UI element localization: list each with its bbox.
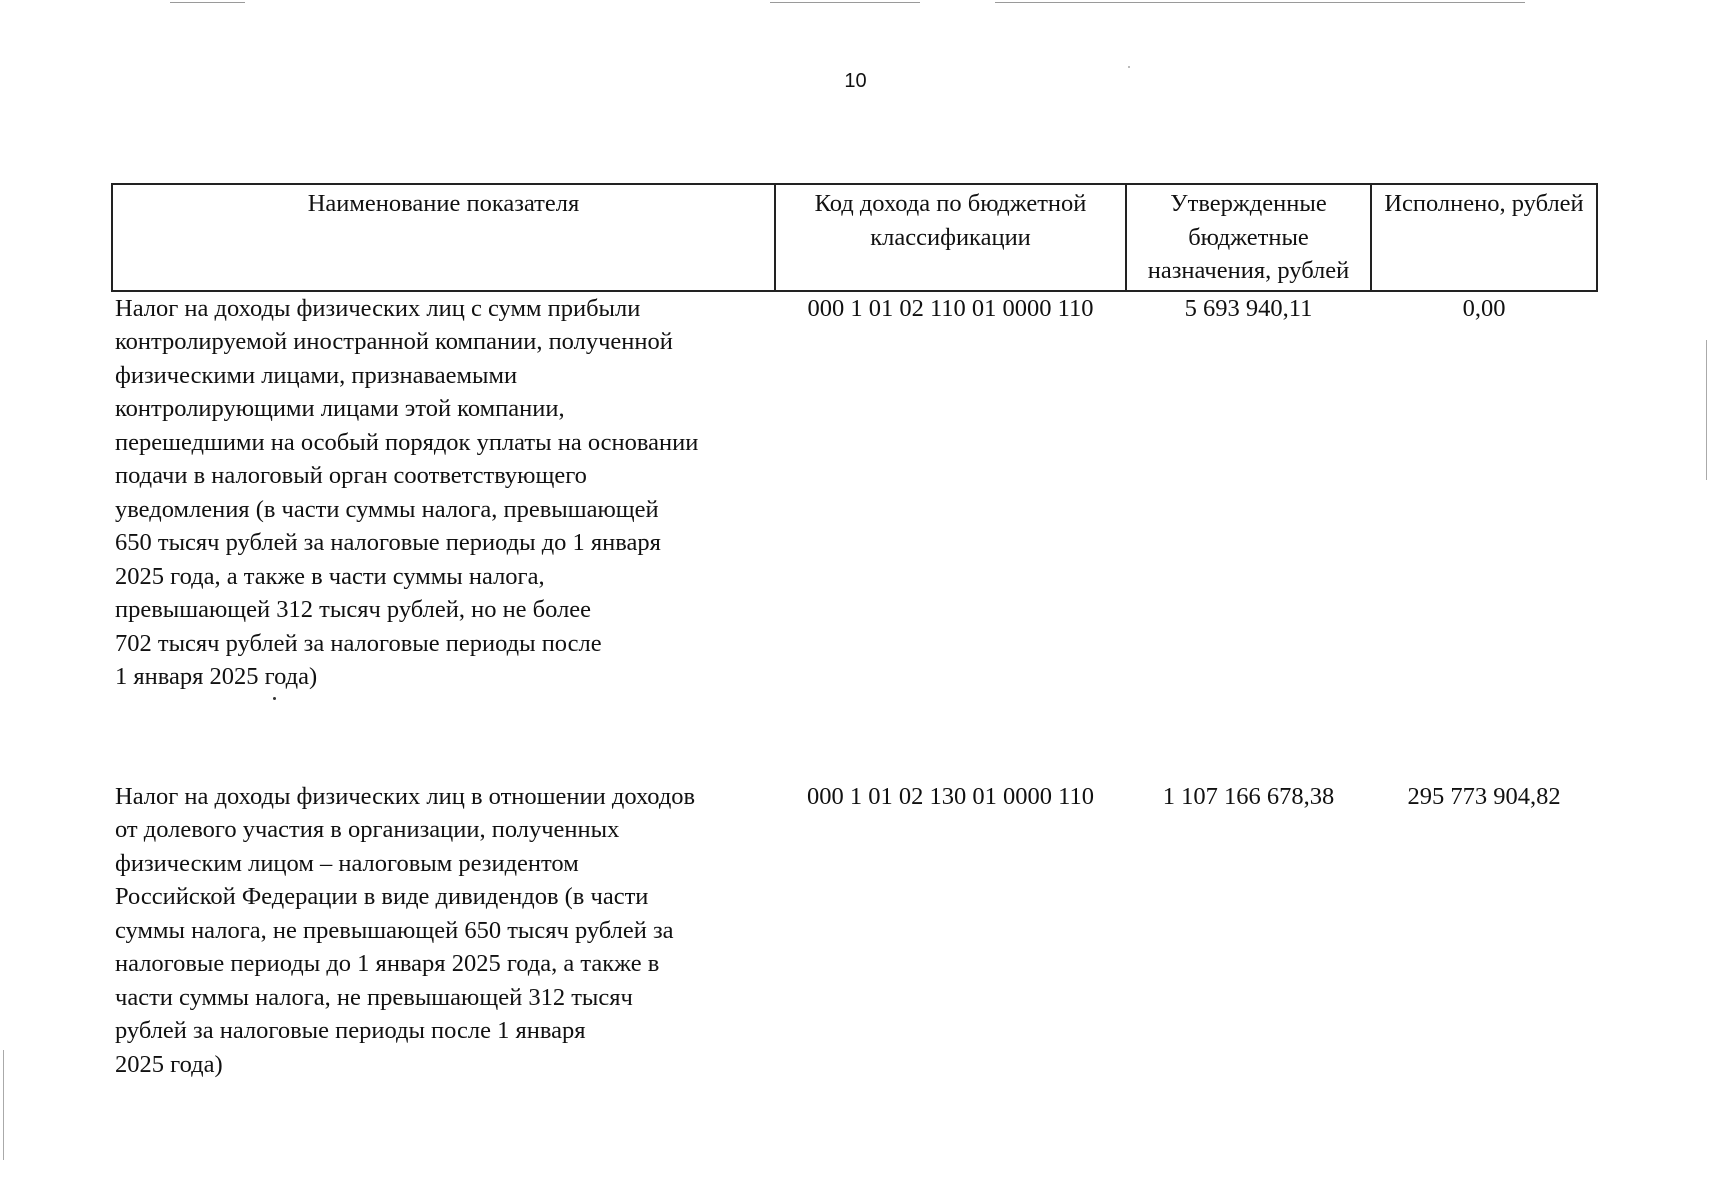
scan-edge-mark-right (1706, 340, 1707, 480)
indicator-name-line: 2025 года, а также в части суммы налога, (115, 562, 545, 590)
indicator-name-line: превышающей 312 тысяч рублей, но не более (115, 596, 592, 623)
indicator-name-line: контролируемой иностранной компании, полученной (115, 328, 673, 355)
indicator-name-line: части суммы налога, не превышающей 312 тысяч (115, 983, 633, 1011)
indicator-name-line: суммы налога, не превышающей 650 тысяч рублей за (115, 916, 674, 944)
indicator-name-line: физическим лицом – налоговым резидентом (115, 849, 579, 877)
page-number: 10 (844, 70, 867, 92)
scan-dot (273, 697, 276, 700)
indicator-name-line: рублей за налоговые периоды после 1 января (115, 1017, 586, 1044)
revenue-table (111, 183, 1598, 1081)
scan-speck (1128, 66, 1130, 68)
scan-line-top-left (170, 2, 245, 3)
indicator-name-line: физическими лицами, признаваемыми (115, 361, 518, 389)
executed-amount-cell: 295 773 904,82 (1407, 782, 1561, 810)
scan-line-top-right (995, 2, 1525, 3)
indicator-name-line: 650 тысяч рублей за налоговые периоды до 1 января (115, 529, 661, 556)
indicator-name-line: Налог на доходы физических лиц с сумм прибыли (115, 294, 641, 322)
income-code-cell: 000 1 01 02 130 01 0000 110 (807, 782, 1094, 810)
table-row (112, 780, 1597, 1082)
header-executed: Исполнено, рублей (1371, 184, 1597, 291)
scan-line-top-middle (770, 2, 920, 3)
indicator-name-line: подачи в налоговый орган соответствующего (115, 462, 587, 489)
table-header-row (112, 184, 1597, 291)
indicator-name-line: 2025 года) (115, 1050, 223, 1078)
executed-amount-cell: 0,00 (1462, 294, 1506, 322)
table-row (112, 291, 1597, 780)
indicator-name-line: Российской Федерации в виде дивидендов (в части (115, 883, 649, 910)
income-code-cell: 000 1 01 02 110 01 0000 110 (807, 294, 1094, 322)
approved-amount-cell: 1 107 166 678,38 (1162, 782, 1335, 810)
indicator-name-line: перешедшими на особый порядок уплаты на основании (115, 428, 699, 456)
scan-edge-mark-left (3, 1050, 4, 1160)
header-income-code: Код дохода по бюджетной классификации (775, 184, 1126, 291)
indicator-name-line: от долевого участия в организации, полученных (115, 816, 620, 843)
indicator-name-line: налоговые периоды до 1 января 2025 года, а также в (115, 950, 660, 977)
indicator-name-line: контролирующими лицами этой компании, (115, 395, 565, 422)
indicator-name-line: уведомления (в части суммы налога, превышающей (115, 495, 659, 523)
indicator-name-cell (112, 291, 775, 780)
header-approved-budget: Утвержденные бюджетные назначения, рублей (1126, 184, 1371, 291)
indicator-name-line: Налог на доходы физических лиц в отношении доходов (115, 782, 696, 810)
approved-amount-cell: 5 693 940,11 (1184, 294, 1313, 322)
header-indicator-name: Наименование показателя (112, 184, 775, 291)
indicator-name-cell (112, 780, 775, 1082)
indicator-name-line: 1 января 2025 года) (115, 663, 318, 690)
indicator-name-line: 702 тысяч рублей за налоговые периоды после (115, 629, 602, 657)
